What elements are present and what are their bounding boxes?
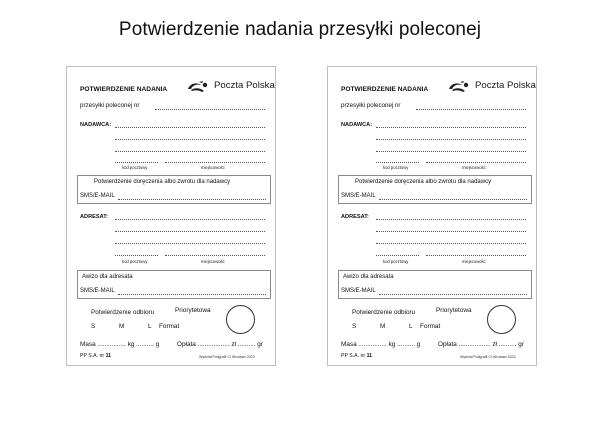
size-option-m[interactable]: M — [380, 323, 386, 330]
form-code-number: 11 — [366, 353, 373, 359]
sms-email-field[interactable] — [118, 294, 266, 295]
postmark-stamp-circle — [487, 305, 516, 334]
recipient-line-2[interactable] — [376, 231, 526, 232]
size-option-m[interactable]: M — [119, 323, 125, 330]
sender-line-1[interactable] — [376, 127, 526, 128]
sender-line-1[interactable] — [115, 127, 265, 128]
recipient-line-1[interactable] — [115, 219, 265, 220]
delivery-confirmation-label: Potwierdzenie doręczenia albo zwrotu dla nadawcy — [94, 179, 231, 185]
mass-label: Masa ................ kg .......... g — [341, 341, 421, 348]
postal-code-caption: kod pocztowy — [383, 259, 409, 264]
sender-city-field[interactable] — [426, 162, 526, 163]
size-option-s[interactable]: S — [91, 323, 96, 330]
delivery-confirmation-label: Potwierdzenie doręczenia albo zwrotu dla nadawcy — [355, 179, 492, 185]
printer-note: Wydział Poligrafii CI Wrocław 2023 — [460, 355, 516, 359]
form-code-number: 11 — [105, 353, 112, 359]
form-code — [80, 353, 111, 359]
delivery-confirmation-box — [338, 175, 532, 204]
recipient-postal-code-field[interactable] — [376, 255, 419, 256]
recipient-line-3[interactable] — [376, 243, 526, 244]
page-title: Potwierdzenie nadania przesyłki poleconej — [118, 19, 482, 40]
recipient-line-3[interactable] — [115, 243, 265, 244]
sender-line-2[interactable] — [376, 139, 526, 140]
size-option-s[interactable]: S — [352, 323, 357, 330]
printer-note: Wydział Poligrafii CI Wrocław 2023 — [199, 355, 255, 359]
logo-text: Poczta Polska — [214, 80, 275, 91]
reference-number-field[interactable] — [155, 109, 265, 110]
sender-city-field[interactable] — [165, 162, 265, 163]
reference-number-field[interactable] — [416, 109, 526, 110]
form-header: POTWIERDZENIE NADANIA — [341, 86, 429, 93]
form-code-prefix: PP S.A. nr — [80, 353, 105, 359]
recipient-notice-label: Awizo dla adresata — [343, 274, 394, 280]
priority-label: Priorytetowa — [175, 307, 211, 314]
mass-label: Masa ................ kg .......... g — [80, 341, 160, 348]
sms-email-label: SMS/E-MAIL — [80, 288, 115, 294]
postal-code-caption: kod pocztowy — [122, 165, 148, 170]
recipient-notice-box — [77, 270, 271, 299]
sender-line-3[interactable] — [115, 151, 265, 152]
city-caption: miejscowość — [201, 259, 225, 264]
receipt-confirmation-label: Potwierdzenie odbioru — [352, 309, 416, 316]
form-header: POTWIERDZENIE NADANIA — [80, 86, 168, 93]
poczta-polska-horn-icon — [185, 79, 213, 95]
poczta-polska-horn-icon — [446, 79, 474, 95]
priority-label: Priorytetowa — [436, 307, 472, 314]
size-option-l[interactable]: L — [148, 323, 152, 330]
postal-code-caption: kod pocztowy — [383, 165, 409, 170]
sms-email-field[interactable] — [379, 294, 527, 295]
sms-email-label: SMS/E-MAIL — [341, 193, 376, 199]
recipient-notice-label: Awizo dla adresata — [82, 274, 133, 280]
sender-line-3[interactable] — [376, 151, 526, 152]
fee-label: Opłata .................. zł .......... gr — [438, 341, 524, 348]
sms-email-label: SMS/E-MAIL — [80, 193, 115, 199]
recipient-city-field[interactable] — [165, 255, 265, 256]
sender-line-2[interactable] — [115, 139, 265, 140]
sender-postal-code-field[interactable] — [376, 162, 419, 163]
city-caption: miejscowość — [462, 165, 486, 170]
postal-form-left — [66, 66, 276, 366]
receipt-confirmation-label: Potwierdzenie odbioru — [91, 309, 155, 316]
recipient-label: ADRESAT: — [341, 214, 369, 220]
recipient-line-1[interactable] — [376, 219, 526, 220]
form-code — [341, 353, 372, 359]
fee-label: Opłata .................. zł .......... gr — [177, 341, 263, 348]
city-caption: miejscowość — [462, 259, 486, 264]
form-code-prefix: PP S.A. nr — [341, 353, 366, 359]
size-option-l[interactable]: L — [409, 323, 413, 330]
postmark-stamp-circle — [226, 305, 255, 334]
recipient-notice-box — [338, 270, 532, 299]
recipient-label: ADRESAT: — [80, 214, 108, 220]
postal-code-caption: kod pocztowy — [122, 259, 148, 264]
sender-label: NADAWCA: — [80, 122, 112, 128]
sender-label: NADAWCA: — [341, 122, 373, 128]
format-label: Format — [420, 323, 441, 330]
postal-form-right — [327, 66, 537, 366]
reference-label: przesyłki poleconej nr — [341, 102, 401, 109]
sms-email-field[interactable] — [118, 199, 266, 200]
sms-email-label: SMS/E-MAIL — [341, 288, 376, 294]
recipient-postal-code-field[interactable] — [115, 255, 158, 256]
reference-label: przesyłki poleconej nr — [80, 102, 140, 109]
city-caption: miejscowość — [201, 165, 225, 170]
format-label: Format — [159, 323, 180, 330]
sms-email-field[interactable] — [379, 199, 527, 200]
logo-text: Poczta Polska — [475, 80, 536, 91]
recipient-line-2[interactable] — [115, 231, 265, 232]
recipient-city-field[interactable] — [426, 255, 526, 256]
sender-postal-code-field[interactable] — [115, 162, 158, 163]
delivery-confirmation-box — [77, 175, 271, 204]
